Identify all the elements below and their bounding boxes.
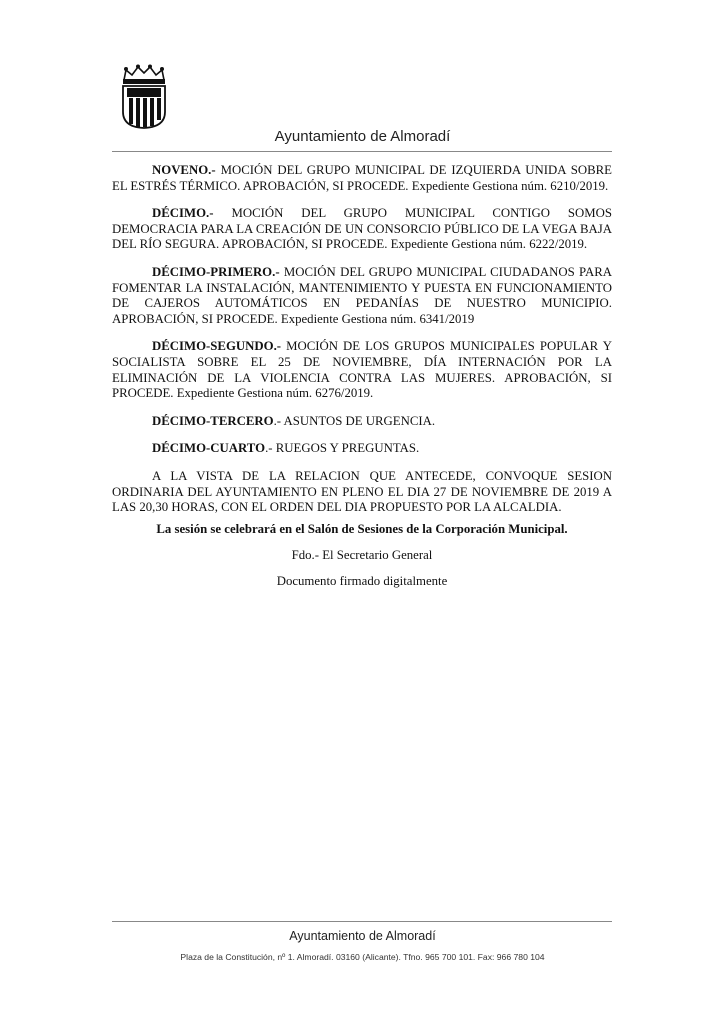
agenda-item-heading: DÉCIMO-TERCERO <box>152 413 274 428</box>
agenda-item-text: MOCIÓN DE LOS GRUPOS MUNICIPALES POPULAR Y SOCIALISTA SOBRE EL 25 DE NOVIEMBRE, DÍA INTERNACIÓN POR LA ELIMINACIÓN DE LA VIOLENCIA CONTRA LAS MUJERES. APROBACIÓN, SI PROCEDE. Expediente Gestiona núm. 6276/2019. <box>112 339 612 401</box>
footer-address: Plaza de la Constitución, nº 1. Almoradí. 03160 (Alicante). Tfno. 965 700 101. Fax: 966 780 104 <box>180 952 545 962</box>
agenda-item-heading: DÉCIMO-SEGUNDO.- <box>152 339 282 354</box>
agenda-item-text: .- ASUNTOS DE URGENCIA. <box>273 413 436 428</box>
agenda-item-decimo-cuarto <box>112 441 612 457</box>
footer-title: Ayuntamiento de Almoradí <box>289 929 436 943</box>
header-divider <box>112 151 612 152</box>
document-body <box>112 163 612 589</box>
agenda-item-heading: DÉCIMO-CUARTO <box>152 441 266 456</box>
agenda-item-decimo-segundo <box>112 339 612 401</box>
agenda-item-text: MOCIÓN DEL GRUPO MUNICIPAL DE IZQUIERDA UNIDA SOBRE EL ESTRÉS TÉRMICO. APROBACIÓN, SI PROCEDE. Expediente Gestiona núm. 6210/2019. <box>112 163 612 193</box>
agenda-item-decimo-tercero <box>112 414 612 430</box>
closing-paragraph: A LA VISTA DE LA RELACION QUE ANTECEDE, CONVOQUE SESION ORDINARIA DEL AYUNTAMIENTO EN PLENO EL DIA 27 DE NOVIEMBRE DE 2019 A LAS 20,30 HORAS, CON EL ORDEN DEL DIA PROPUESTO POR LA ALCALDIA. <box>112 468 612 515</box>
agenda-item-decimo-primero <box>112 265 612 327</box>
header-title: Ayuntamiento de Almoradí <box>274 128 451 145</box>
agenda-item-text: MOCIÓN DEL GRUPO MUNICIPAL CIUDADANOS PARA FOMENTAR LA INSTALACIÓN, MANTENIMIENTO Y PUESTA EN FUNCIONAMIENTO DE CAJEROS AUTOMÁTICOS EN PEDANÍAS DE NUESTRO MUNICIPIO. APROBACIÓN, SI PROCEDE. Expediente Gestiona núm. 6341/2019 <box>112 264 612 326</box>
agenda-item-decimo <box>112 206 612 253</box>
agenda-item-heading: NOVENO.- <box>152 163 216 177</box>
footer-divider <box>112 921 612 922</box>
agenda-item-heading: DÉCIMO.- <box>152 206 214 221</box>
agenda-item-noveno <box>112 163 612 194</box>
venue-note: La sesión se celebrará en el Salón de Sesiones de la Corporación Municipal. <box>156 521 568 536</box>
agenda-item-heading: DÉCIMO-PRIMERO.- <box>152 264 280 279</box>
signature-line: Fdo.- El Secretario General <box>291 548 433 563</box>
digital-signature-note: Documento firmado digitalmente <box>276 573 448 588</box>
agenda-item-text: .- RUEGOS Y PREGUNTAS. <box>265 441 420 456</box>
coat-of-arms-logo <box>120 64 168 130</box>
agenda-item-text: MOCIÓN DEL GRUPO MUNICIPAL CONTIGO SOMOS DEMOCRACIA PARA LA CREACIÓN DE UN CONSORCIO PÚBLICO DE LA VEGA BAJA DEL RÍO SEGURA. APROBACIÓN, SI PROCEDE. Expediente Gestiona núm. 6222/2019. <box>112 206 612 252</box>
